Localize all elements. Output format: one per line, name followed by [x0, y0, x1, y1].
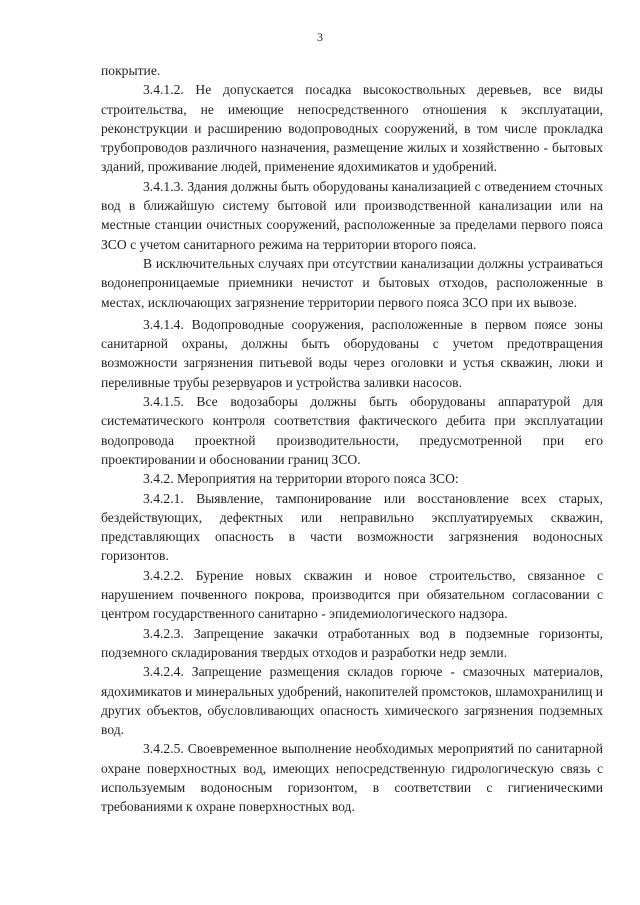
paragraph-3-4-1-5: 3.4.1.5. Все водозаборы должны быть оборудованы аппаратурой для систематического контроля соответствия фактического дебита при эксплуатации водопровода проектной производительности, предусмотренной при его проектировании и обосновании границ ЗСО. — [101, 394, 603, 467]
paragraph-3-4-2-heading: 3.4.2. Мероприятия на территории второго пояса ЗСО: — [143, 471, 459, 487]
paragraph-3-4-1-3: 3.4.1.3. Здания должны быть оборудованы канализацией с отведением сточных вод в ближайшую систему бытовой или производственной канализации или на местные станции очистных сооружений, расположенные за пределами первого пояса ЗСО с учетом санитарного режима на территории второго пояса. — [101, 178, 603, 252]
page-number: 3 — [317, 30, 323, 44]
paragraph-continuation: покрытие. — [101, 63, 161, 78]
paragraph-3-4-2-2: 3.4.2.2. Бурение новых скважин и новое строительство, связанное с нарушением почвенного покрова, производится при обязательном согласовании с центром государственного санитарно - эпидемиологического надзора. — [101, 567, 603, 622]
paragraph-3-4-2-1: 3.4.2.1. Выявление, тампонирование или восстановление всех старых, бездействующих, дефектных или неправильно эксплуатируемых скважин, представляющих опасность в части возможности загрязнения водоносных горизонтов. — [101, 490, 603, 564]
paragraph-3-4-2-3: 3.4.2.3. Запрещение закачки отработанных вод в подземные горизонты, подземного складирования твердых отходов и разработки недр земли. — [101, 625, 603, 660]
paragraph-3-4-2-4: 3.4.2.4. Запрещение размещения складов горюче - смазочных материалов, ядохимикатов и минеральных удобрений, накопителей промстоков, шламохранилищ и других объектов, обусловливающих опасность химического загрязнения подземных вод. — [101, 664, 603, 738]
paragraph-3-4-1-4: 3.4.1.4. Водопроводные сооружения, расположенные в первом поясе зоны санитарной охраны, должны быть оборудованы с учетом предотвращения возможности загрязнения питьевой воды через оголовки и устья скважин, люки и переливные трубы резервуаров и устройства заливки насосов. — [101, 316, 603, 390]
document-body — [101, 61, 603, 817]
paragraph-exceptional-cases: В исключительных случаях при отсутствии канализации должны устраиваться водонепроницаемые приемники нечистот и бытовых отходов, расположенные в местах, исключающих загрязнение территории первого пояса ЗСО при их вывозе. — [101, 255, 603, 310]
paragraph-3-4-1-2: 3.4.1.2. Не допускается посадка высокоствольных деревьев, все виды строительства, не имеющие непосредственного отношения к эксплуатации, реконструкции и расширению водопроводных сооружений, в том числе прокладка трубопроводов различного назначения, размещение жилых и хозяйственно - бытовых зданий, проживание людей, применение ядохимикатов и удобрений. — [101, 82, 603, 175]
paragraph-3-4-2-5: 3.4.2.5. Своевременное выполнение необходимых мероприятий по санитарной охране поверхностных вод, имеющих непосредственную гидрологическую связь с используемым водоносным горизонтом, в соответствии с гигиеническими требованиями к охране поверхностных вод. — [101, 741, 603, 815]
